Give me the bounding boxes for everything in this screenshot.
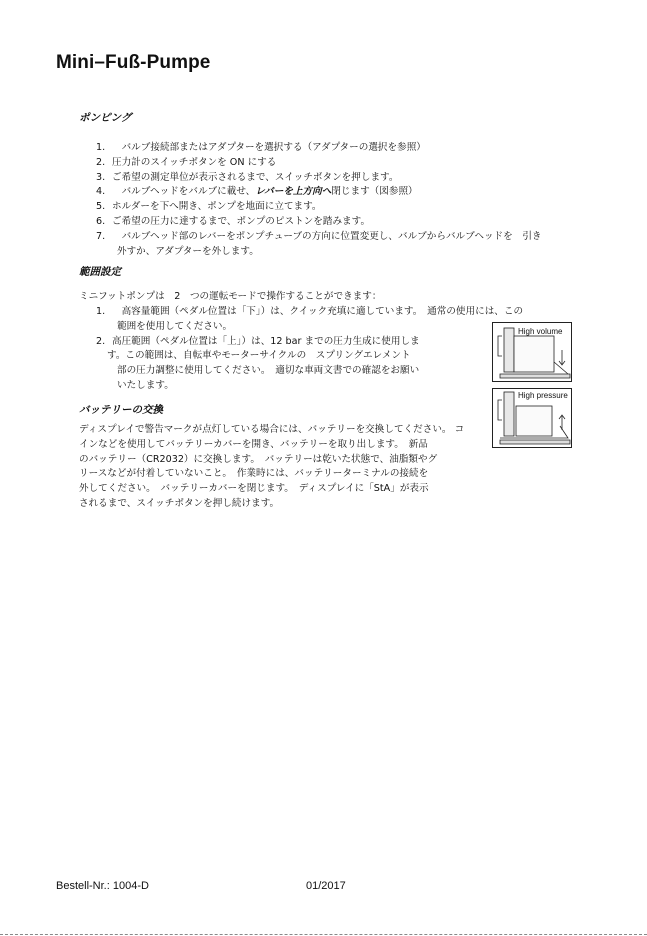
step-text: 圧力計のスイッチボタンを ON にする bbox=[112, 156, 277, 168]
item-text: 高容量範囲（ペダル位置は「下」）は、クイック充填に適しています。 通常の使用には、この bbox=[112, 306, 524, 317]
pumping-steps bbox=[0, 141, 542, 259]
high-pressure-label: High pressure bbox=[518, 391, 568, 400]
range-item bbox=[0, 305, 523, 335]
battery-line: ディスプレイで警告マークが点灯している場合には、バッテリーを交換してください。 コ bbox=[79, 424, 465, 435]
battery-line: されるまで、スイッチボタンを押し続けます。 bbox=[79, 497, 280, 509]
step-number: 1. bbox=[96, 142, 106, 153]
step-number: 5. bbox=[96, 201, 106, 213]
item-text: す。この範囲は、自転車やモーターサイクルの スプリングエレメント bbox=[107, 350, 411, 362]
step-text-continued: 外すか、アダプターを外します。 bbox=[117, 245, 259, 257]
step-number: 7. bbox=[96, 230, 106, 242]
pumping-step bbox=[0, 200, 542, 215]
page-bottom-rule bbox=[0, 934, 647, 935]
step-text: ご希望の圧力に達するまで、ポンプのピストンを踏みます。 bbox=[112, 215, 371, 227]
step-text: バルブ接続部またはアダプターを選択する（アダプターの選択を参照） bbox=[112, 142, 426, 153]
step-text: ご希望の測定単位が表示されるまで、スイッチボタンを押します。 bbox=[112, 171, 399, 183]
pump-low-pedal-illustration bbox=[492, 322, 572, 382]
pumping-step bbox=[0, 215, 542, 230]
pumping-step bbox=[0, 156, 542, 171]
step-number: 2. bbox=[96, 156, 106, 168]
step-text-part: バルブヘッドをバルブに載せ、 bbox=[112, 186, 256, 198]
item-text: 部の圧力調整に使用してください。 適切な車両文書での確認をお願い bbox=[117, 365, 420, 377]
order-number: Bestell-Nr.: 1004-D bbox=[56, 880, 149, 892]
item-text: 高圧範囲（ペダル位置は「上」）は、12 bar までの圧力生成に使用しま bbox=[112, 335, 420, 347]
pumping-step bbox=[0, 171, 542, 186]
battery-line: 外してください。 バッテリーカバーを閉じます。 ディスプレイに「StA」が表示 bbox=[79, 483, 429, 495]
pumping-step bbox=[0, 141, 542, 156]
pumping-step bbox=[0, 185, 542, 200]
pumping-heading: ポンピング bbox=[79, 112, 132, 124]
range-intro: ミニフットポンプは 2 つの運転モードで操作することができます： bbox=[79, 291, 382, 302]
footer-date: 01/2017 bbox=[306, 880, 346, 892]
pump-high-pedal-illustration bbox=[492, 388, 572, 448]
step-text: ホルダーを下へ開き、ポンプを地面に立てます。 bbox=[112, 201, 322, 213]
step-text: バルブヘッド部のレバーをポンプチューブの方向に位置変更し、バルブからバルブヘッドを 引き bbox=[112, 230, 542, 242]
item-number: 1. bbox=[96, 306, 106, 317]
battery-line: のバッテリー（CR2032）に交換します。 バッテリーは乾いた状態で、油脂類やグ bbox=[79, 453, 438, 465]
battery-line: リースなどが付着していないこと。 作業時には、バッテリーターミナルの接続を bbox=[79, 468, 429, 480]
step-number: 4. bbox=[96, 186, 106, 198]
range-heading: 範囲設定 bbox=[79, 266, 121, 278]
battery-line: インなどを使用してバッテリーカバーを開き、バッテリーを取り出します。 新品 bbox=[79, 438, 428, 450]
high-volume-label: High volume bbox=[518, 327, 563, 336]
battery-heading: バッテリーの交換 bbox=[79, 404, 163, 416]
step-text-part: 閉じます（図参照） bbox=[331, 186, 418, 198]
step-number: 6. bbox=[96, 215, 106, 227]
item-text: 範囲を使用してください。 bbox=[117, 320, 233, 332]
item-number: 2. bbox=[96, 335, 106, 347]
pumping-step bbox=[0, 230, 542, 260]
range-items bbox=[0, 305, 523, 394]
page-title: Mini–Fuß-Pumpe bbox=[56, 52, 211, 73]
step-number: 3. bbox=[96, 171, 106, 183]
item-text: いたします。 bbox=[117, 379, 174, 391]
step-emphasis: レバーを上方向へ bbox=[255, 186, 332, 198]
step-text bbox=[0, 185, 542, 200]
battery-text bbox=[79, 423, 489, 512]
range-item bbox=[0, 335, 523, 394]
high-volume-figure bbox=[492, 322, 572, 382]
high-pressure-figure bbox=[492, 388, 572, 448]
